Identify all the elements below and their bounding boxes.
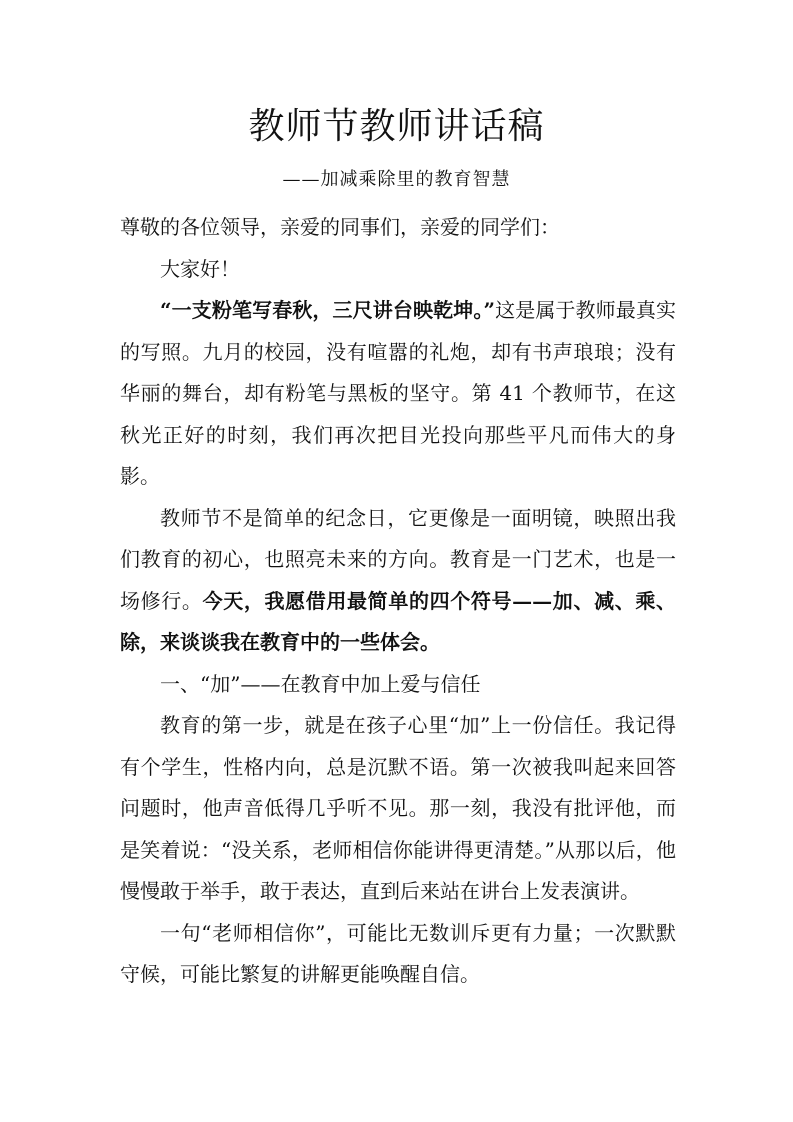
paragraph-1 <box>120 290 676 498</box>
paragraph-2-text: 教师节不是简单的纪念日，它更像是一面明镜，映照出我们教育的初心，也照亮未来的方向。教育是一门艺术，也是一场修行。 <box>120 505 676 613</box>
greeting: 大家好！ <box>160 256 240 281</box>
paragraph-2-emphasis: 今天，我愿借用最简单的四个符号——加、减、乘、除，来谈谈我在教育中的一些体会。 <box>120 588 677 654</box>
section-1-heading: 一、“加”——在教育中加上爱与信任 <box>160 671 481 696</box>
paragraph-4: 一句“老师相信你”，可能比无数训斥更有力量；一次默默守候，可能比繁复的讲解更能唤醒自信。 <box>120 920 676 986</box>
opening-quote: “一支粉笔写春秋，三尺讲台映乾坤。” <box>160 298 495 322</box>
document-title: 教师节教师讲话稿 <box>248 106 545 147</box>
salutation: 尊敬的各位领导，亲爱的同事们，亲爱的同学们： <box>120 215 560 239</box>
document-subtitle: ——加减乘除里的教育智慧 <box>282 169 511 190</box>
document-body <box>120 207 676 996</box>
paragraph-2 <box>120 498 676 664</box>
paragraph-1-text: 这是属于教师最真实的写照。九月的校园，没有喧嚣的礼炮，却有书声琅琅；没有华丽的舞台，却有粉笔与黑板的坚守。第 41 个教师节，在这秋光正好的时刻，我们再次把目光投向那些平凡而伟大的身影。 <box>120 298 677 488</box>
paragraph-3: 教育的第一步，就是在孩子心里“加”上一份信任。我记得有个学生，性格内向，总是沉默不语。第一次被我叫起来回答问题时，他声音低得几乎听不见。那一刻，我没有批评他，而是笑着说：“没关系，老师相信你能讲得更清楚。”从那以后，他慢慢敢于举手，敢于表达，直到后来站在讲台上发表演讲。 <box>120 713 676 903</box>
